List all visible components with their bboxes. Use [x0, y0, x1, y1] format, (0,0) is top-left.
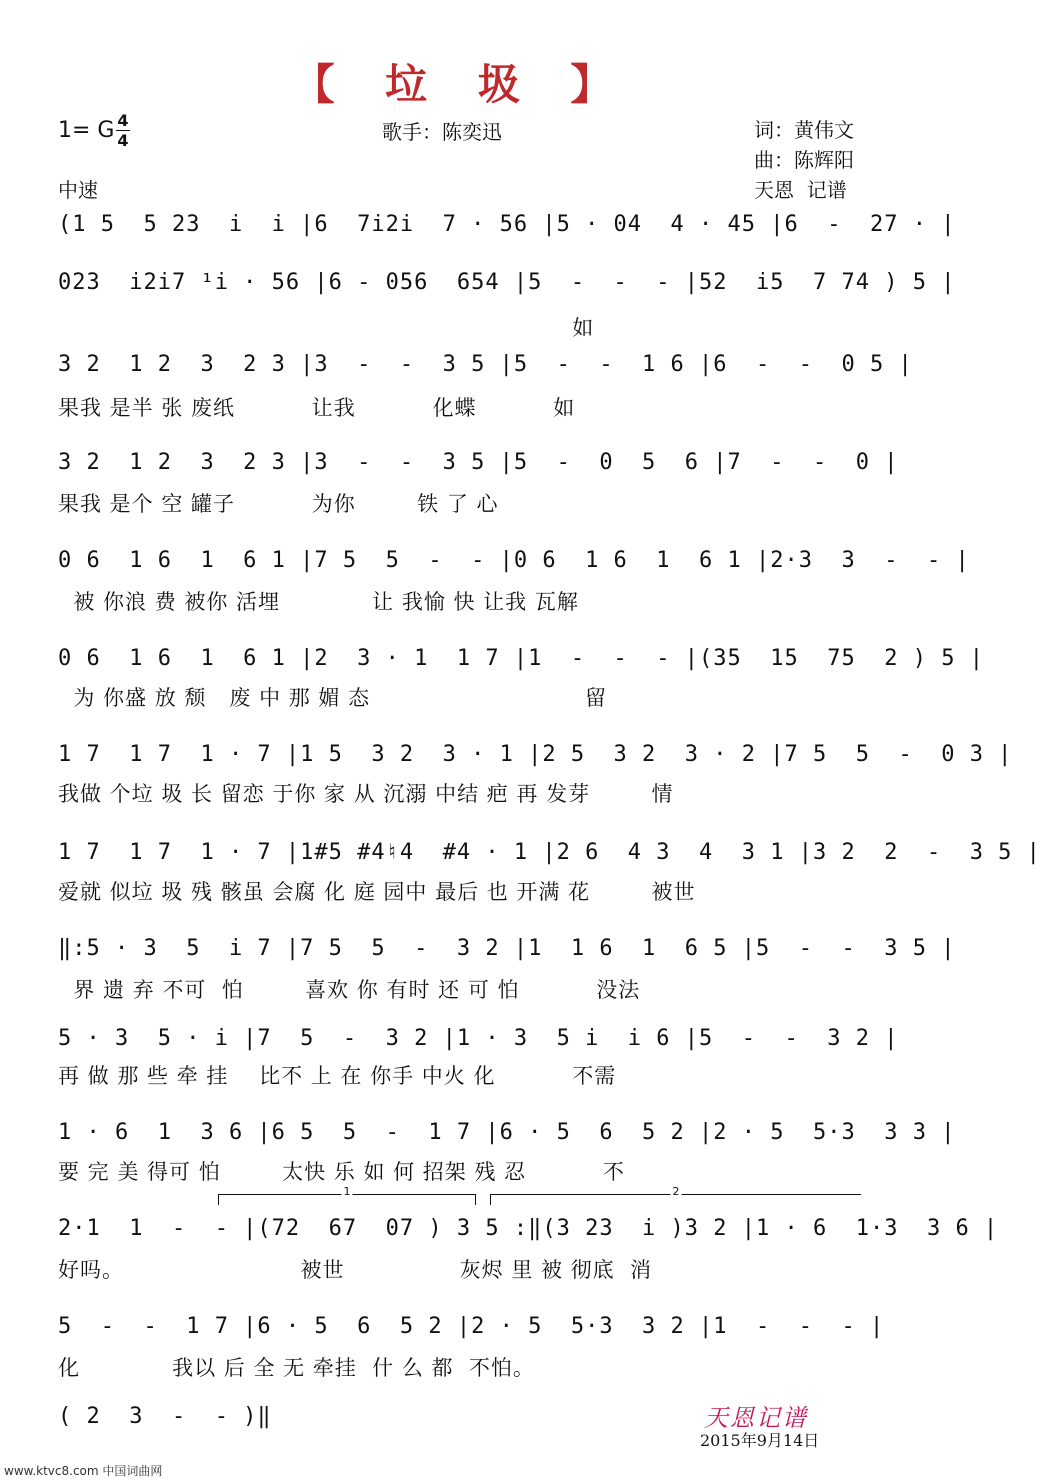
key-signature: 1= G — [58, 118, 115, 143]
lyric-line: 如 — [58, 316, 595, 340]
time-signature-top: 4 — [117, 111, 129, 130]
lyric-line: 化 我以 后 全 无 牵挂 什 么 都 不怕。 — [58, 1356, 535, 1380]
notation-line: 3 2 1 2 3 2 3 |3 - - 3 5 |5 - - 1 6 |6 - - 0 5 | — [58, 352, 913, 377]
notation-line: 2·1 1 - - |(72 67 07 ) 3 5 :‖(3 23 i )3 2 |1 · 6 1·3 3 6 | — [58, 1216, 999, 1241]
time-signature — [116, 112, 130, 149]
first-ending-bracket — [218, 1185, 476, 1205]
lyric-line: 果我 是个 空 罐子 为你 铁 了 心 — [58, 492, 499, 516]
notation-line: ( 2 3 - - )‖ — [58, 1404, 272, 1429]
lyric-line: 我做 个垃 圾 长 留恋 于你 家 从 沉溺 中结 疤 再 发芽 情 — [58, 782, 674, 806]
lyric-line: 爱就 似垃 圾 残 骸虽 会腐 化 庭 园中 最后 也 开满 花 被世 — [58, 880, 696, 904]
lyric-line: 要 完 美 得可 怕 太快 乐 如 何 招架 残 忍 不 — [58, 1160, 625, 1184]
transcriber-credit: 天恩 记谱 — [754, 178, 847, 202]
lyricist-credit: 词：黄伟文 — [754, 118, 854, 142]
first-ending-number: 1 — [343, 1185, 351, 1198]
notation-line: 1 · 6 1 3 6 |6 5 5 - 1 7 |6 · 5 6 5 2 |2 · 5 5·3 3 3 | — [58, 1120, 956, 1145]
site-footer: www.ktvc8.com 中国词曲网 — [4, 1464, 163, 1478]
song-title: 【 垃 圾 】 — [292, 60, 631, 109]
tempo-marking: 中速 — [58, 178, 98, 202]
second-ending-bracket — [490, 1185, 861, 1205]
notation-line: (1 5 5 23 i i |6 7i2i 7 · 56 |5 · 04 4 · 45 |6 - 27 · | — [58, 212, 956, 237]
time-signature-bottom: 4 — [117, 131, 129, 150]
notation-line: 023 i2i7 ¹i · 56 |6 - 056 654 |5 - - - |52 i5 7 74 ) 5 | — [58, 270, 956, 295]
notation-line: ‖:5 · 3 5 i 7 |7 5 5 - 3 2 |1 1 6 1 6 5 |5 - - 3 5 | — [58, 936, 956, 961]
lyric-line: 为 你盛 放 颓 废 中 那 媚 态 留 — [58, 686, 608, 710]
lyric-line: 果我 是半 张 废纸 让我 化蝶 如 — [58, 396, 576, 420]
singer-credit: 歌手：陈奕迅 — [382, 120, 502, 144]
notation-line: 0 6 1 6 1 6 1 |2 3 · 1 1 7 |1 - - - |(35 15 75 2 ) 5 | — [58, 646, 984, 671]
lyric-line: 被 你浪 费 被你 活埋 让 我愉 快 让我 瓦解 — [58, 590, 579, 614]
notation-line: 1 7 1 7 1 · 7 |1 5 3 2 3 · 1 |2 5 3 2 3 · 2 |7 5 5 - 0 3 | — [58, 742, 1013, 767]
transcriber-signature: 天恩记谱 — [704, 1404, 808, 1432]
lyric-line: 界 遗 弃 不可 怕 喜欢 你 有时 还 可 怕 没法 — [58, 978, 641, 1002]
lyric-line: 再 做 那 些 牵 挂 比不 上 在 你手 中火 化 不需 — [58, 1064, 617, 1088]
second-ending-number: 2 — [672, 1185, 680, 1198]
notation-line: 5 - - 1 7 |6 · 5 6 5 2 |2 · 5 5·3 3 2 |1 - - - | — [58, 1314, 885, 1339]
composer-credit: 曲：陈辉阳 — [754, 148, 854, 172]
lyric-line: 好吗。 被世 灰烬 里 被 彻底 消 — [58, 1258, 653, 1282]
notation-line: 1 7 1 7 1 · 7 |1#5 #4♮4 #4 · 1 |2 6 4 3 4 3 1 |3 2 2 - 3 5 | — [58, 840, 1041, 865]
notation-line: 0 6 1 6 1 6 1 |7 5 5 - - |0 6 1 6 1 6 1 |2·3 3 - - | — [58, 548, 970, 573]
notation-line: 5 · 3 5 · i |7 5 - 3 2 |1 · 3 5 i i 6 |5 - - 3 2 | — [58, 1026, 899, 1051]
notation-line: 3 2 1 2 3 2 3 |3 - - 3 5 |5 - 0 5 6 |7 - - 0 | — [58, 450, 899, 475]
transcription-date: 2015年9月14日 — [700, 1431, 820, 1450]
